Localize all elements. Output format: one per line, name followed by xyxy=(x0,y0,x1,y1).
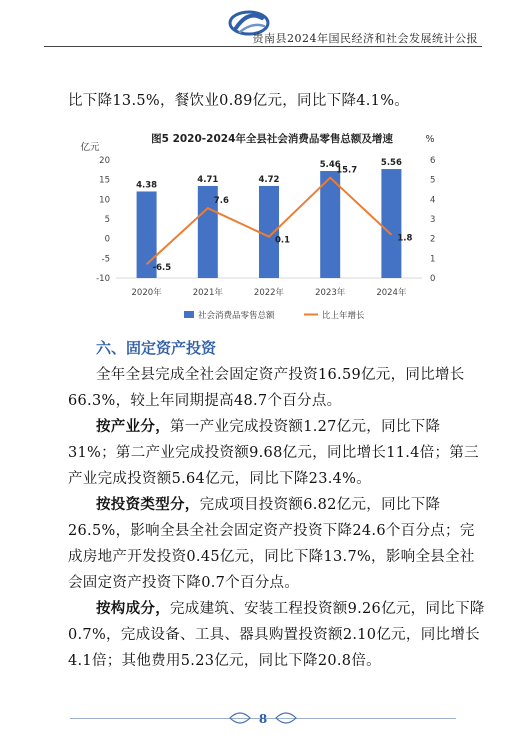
header-title: 贵南县2024年国民经济和社会发展统计公报 xyxy=(252,32,478,45)
left-axis-tick: 20 xyxy=(99,156,110,166)
x-axis-tick: 2023年 xyxy=(315,288,346,298)
growth-value-label: -6.5 xyxy=(152,263,172,274)
left-axis-tick: -10 xyxy=(96,274,110,284)
retail-sales-bar xyxy=(381,169,401,278)
paragraph-by-type xyxy=(68,492,488,596)
paragraph-by-type-body: 完成项目投资额6.82亿元，同比下降26.5%，影响全县全社会固定资产投资下降24.6个百分点；完成房地产开发投资0.45亿元，同比下降13.7%，影响全县全社会固定资产投资下降0.7个百分点。 xyxy=(68,497,475,591)
paragraph-by-composition-lead: 按构成分， xyxy=(96,600,170,617)
growth-value-label: 15.7 xyxy=(336,165,358,176)
legend-bar-swatch xyxy=(184,311,194,318)
paragraph-by-composition-body: 完成建筑、安装工程投资额9.26亿元，同比下降0.7%，完成设备、工具、器具购置投资额2.10亿元，同比增长4.1倍；其他费用5.23亿元，同比下降20.8倍。 xyxy=(68,601,485,669)
right-axis-tick: 3 xyxy=(430,215,436,225)
legend-line-label: 比上年增长 xyxy=(322,311,365,321)
page-number: 8 xyxy=(258,712,268,726)
bar-value-label: 4.71 xyxy=(197,174,219,185)
legend-bar-label: 社会消费品零售总额 xyxy=(198,311,275,321)
right-axis-tick: 0 xyxy=(430,274,436,284)
paragraph-by-industry-body: 第一产业完成投资额1.27亿元，同比下降31%；第二产业完成投资额9.68亿元，同比增长11.4倍；第三产业完成投资额5.64亿元，同比下降23.4%。 xyxy=(68,419,479,487)
x-axis-tick: 2021年 xyxy=(192,288,223,298)
ornament-left-icon xyxy=(230,713,250,723)
bar-value-label: 5.46 xyxy=(319,160,341,171)
left-axis-unit: 亿元 xyxy=(80,142,100,153)
retail-sales-chart xyxy=(72,130,462,330)
retail-sales-bar xyxy=(259,186,279,278)
left-axis-tick: -5 xyxy=(101,254,110,265)
paragraph-by-type-lead: 按投资类型分， xyxy=(96,496,200,513)
chart-title: 图5 2020-2024年全县社会消费品零售总额及增速 xyxy=(151,133,393,145)
right-axis-tick: 6 xyxy=(430,156,436,166)
paragraph-total-investment: 全年全县完成全社会固定资产投资16.59亿元，同比增长66.3%，较上年同期提高48.7个百分点。 xyxy=(68,367,465,409)
right-axis-tick: 5 xyxy=(430,175,436,186)
right-axis-tick: 2 xyxy=(430,234,436,245)
right-axis-tick: 1 xyxy=(430,254,436,265)
page-number-ornament xyxy=(226,706,300,730)
left-axis-tick: 10 xyxy=(99,195,110,206)
paragraph-by-composition xyxy=(68,596,488,674)
paragraph-by-industry xyxy=(68,414,488,492)
page-header xyxy=(0,0,526,48)
left-axis-tick: 15 xyxy=(99,175,110,186)
header-divider xyxy=(44,46,482,47)
ornament-right-icon xyxy=(276,713,296,723)
growth-value-label: 7.6 xyxy=(213,196,229,207)
paragraph-retail-tail: 比下降13.5%，餐饮业0.89亿元，同比下降4.1%。 xyxy=(68,93,410,109)
left-axis-tick: 5 xyxy=(104,215,110,225)
paragraph-by-industry-lead: 按产业分， xyxy=(96,418,170,435)
bar-value-label: 4.38 xyxy=(136,180,158,191)
x-axis-tick: 2020年 xyxy=(131,288,162,298)
section-title-fixed-investment: 六、固定资产投资 xyxy=(96,339,217,357)
retail-sales-bar xyxy=(320,171,340,278)
right-axis-tick: 4 xyxy=(430,195,436,206)
bar-value-label: 5.56 xyxy=(380,158,402,169)
x-axis-tick: 2022年 xyxy=(253,288,285,298)
bar-value-label: 4.72 xyxy=(258,174,280,185)
growth-value-label: 1.8 xyxy=(397,233,413,244)
right-axis-unit: % xyxy=(425,134,435,145)
left-axis-tick: 0 xyxy=(104,234,110,245)
x-axis-tick: 2024年 xyxy=(376,288,407,298)
growth-value-label: 0.1 xyxy=(275,235,291,246)
